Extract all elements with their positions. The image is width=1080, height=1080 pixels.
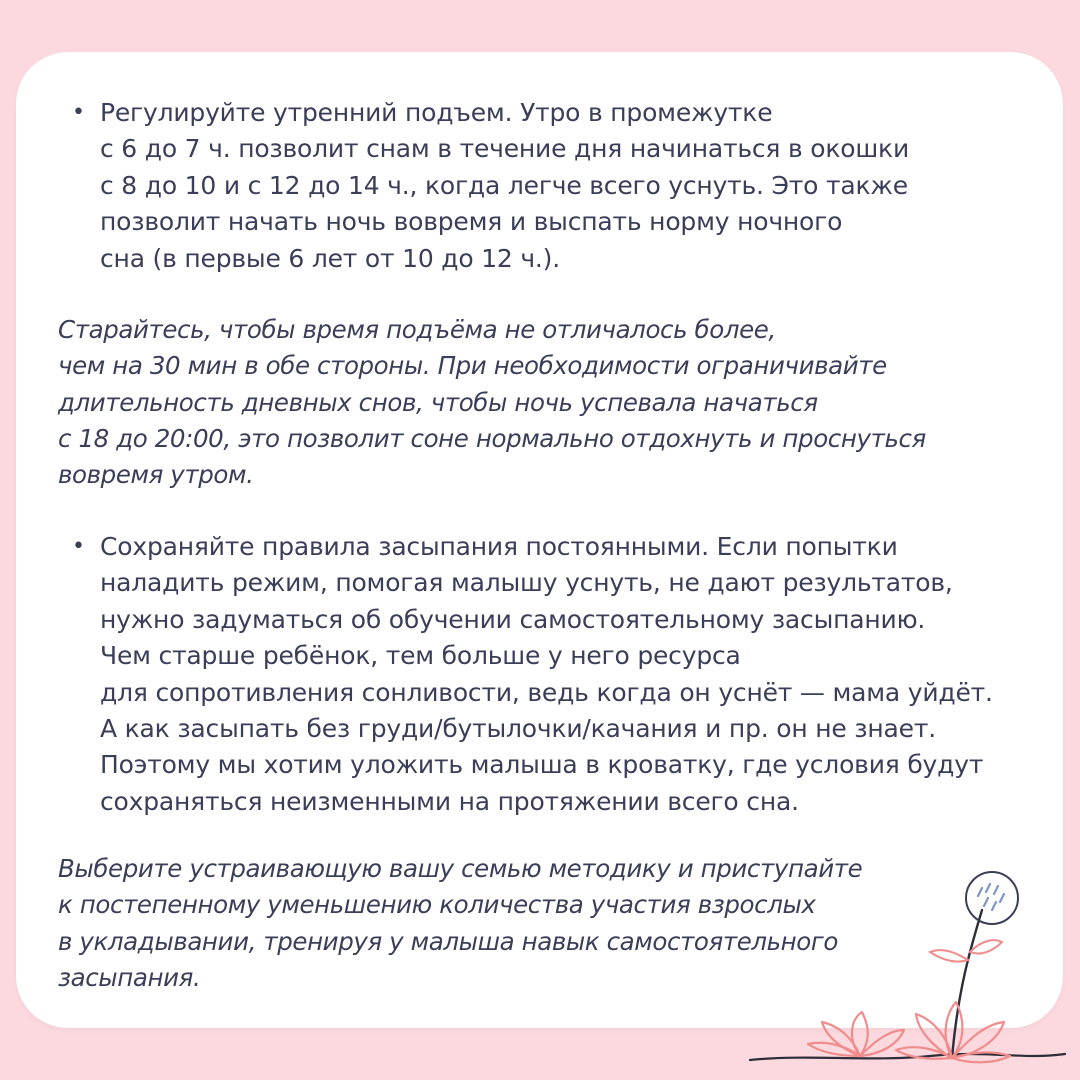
ground-leaves-left [808,1012,904,1056]
text-line: А как засыпать без груди/бутылочки/качания и пр. он не знает. [100,714,936,744]
flower-drawing-icon [720,870,1080,1080]
note-line: засыпания. [58,962,201,992]
note-line: в укладывании, тренируя у малыша навык самостоятельного [58,926,838,956]
bullet-item-wake-up [72,95,909,277]
text-line: сохраняться неизменными на протяжении всего сна. [100,786,799,816]
italic-note-1 [58,312,926,493]
text-line: сна (в первые 6 лет от 10 до 12 ч.). [100,243,560,273]
stem-leaf-right [970,940,1002,953]
note-line: Старайтесь, чтобы время подъёма не отличалось более, [58,315,776,344]
text-line: с 6 до 7 ч. позволит снам в течение дня начинаться в окошки [100,134,909,164]
text-line: Поэтому мы хотим уложить малыша в кроватку, где условия будут [100,750,984,780]
bullet-item-sleep-rules [72,529,993,820]
flower-head-dots [978,884,1004,910]
note-line: вовремя утром. [58,460,254,490]
text-line: нужно задуматься об обучении самостоятельному засыпанию. [100,604,926,634]
text-line: Сохраняйте правила засыпания постоянными. Если попытки [100,532,898,561]
bullet-icon: • [72,100,85,125]
bullet-icon: • [72,534,85,559]
note-line: с 18 до 20:00, это позволит соне нормально отдохнуть и проснуться [58,423,926,453]
bullet-list-1 [72,95,909,277]
text-line: Чем старше ребёнок, тем больше у него ресурса [100,641,741,671]
note-line: к постепенному уменьшению количества участия взрослых [58,890,816,920]
text-line: с 8 до 10 и с 12 до 14 ч., когда легче всего уснуть. Это также [100,170,908,200]
note-line: Выберите устраивающую вашу семью методику и приступайте [58,854,863,883]
text-line: наладить режим, помогая малышу уснуть, не дают результатов, [100,568,953,598]
flower-head [966,872,1018,924]
note-line: чем на 30 мин в обе стороны. При необходимости ограничивайте [58,351,887,381]
text-line: позволит начать ночь вовремя и выспать норму ночного [100,207,843,237]
text-line: для сопротивления сонливости, ведь когда он уснёт — мама уйдёт. [100,677,993,707]
bullet-list-2 [72,529,993,820]
text-line: Регулируйте утренний подъем. Утро в промежутке [100,98,773,127]
flower-stem [952,910,982,1058]
note-line: длительность дневных снов, чтобы ночь успевала начаться [58,387,818,417]
stem-leaf-left [930,950,968,962]
